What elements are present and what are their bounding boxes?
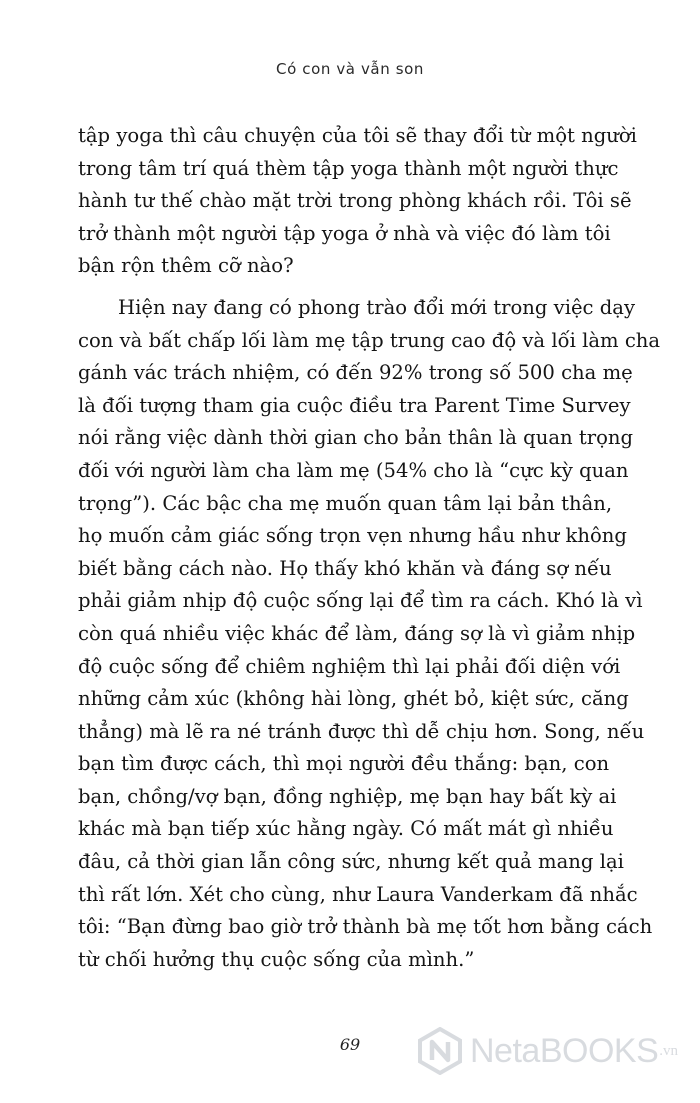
text-line: những cảm xúc (không hài lòng, ghét bỏ, kiệt sức, căng xyxy=(78,687,629,711)
text-line: trong tâm trí quá thèm tập yoga thành một người thực xyxy=(78,156,619,180)
text-line: trở thành một người tập yoga ở nhà và việc đó làm tôi xyxy=(78,221,611,245)
text-line: con và bất chấp lối làm mẹ tập trung cao độ và lối làm cha xyxy=(78,328,661,352)
text-line: gánh vác trách nhiệm, có đến 92% trong số 500 cha mẹ xyxy=(78,361,633,385)
text-line: từ chối hưởng thụ cuộc sống của mình.” xyxy=(78,947,475,971)
netabooks-logo-icon xyxy=(416,1027,464,1075)
text-line: thì rất lớn. Xét cho cùng, như Laura Vanderkam đã nhắc xyxy=(78,882,638,906)
text-line: nói rằng việc dành thời gian cho bản thân là quan trọng xyxy=(78,426,634,450)
text-line: phải giảm nhịp độ cuộc sống lại để tìm ra cách. Khó là vì xyxy=(78,589,643,613)
paragraph xyxy=(78,120,638,283)
text-line: tập yoga thì câu chuyện của tôi sẽ thay đổi từ một người xyxy=(78,124,637,147)
text-line: đối với người làm cha làm mẹ (54% cho là “cực kỳ quan xyxy=(78,458,629,482)
running-header: Có con và vẫn son xyxy=(276,60,424,78)
watermark-brand: NetaBOOKS xyxy=(470,1031,659,1070)
text-line: độ cuộc sống để chiêm nghiệm thì lại phải đối diện với xyxy=(78,654,621,678)
text-line: họ muốn cảm giác sống trọn vẹn nhưng hầu như không xyxy=(78,524,627,548)
text-line: bận rộn thêm cỡ nào? xyxy=(78,254,294,278)
body-text xyxy=(78,120,661,976)
paragraph xyxy=(78,292,661,976)
watermark-suffix: .vn xyxy=(659,1042,678,1059)
text-line: bạn tìm được cách, thì mọi người đều thắng: bạn, con xyxy=(78,752,610,776)
paragraph-spacer xyxy=(78,283,638,292)
text-line: còn quá nhiều việc khác để làm, đáng sợ là vì giảm nhịp xyxy=(78,621,636,645)
text-line: đâu, cả thời gian lẫn công sức, nhưng kết quả mang lại xyxy=(78,850,624,874)
text-line: hành tư thế chào mặt trời trong phòng khách rồi. Tôi sẽ xyxy=(78,189,632,213)
text-line: trọng”). Các bậc cha mẹ muốn quan tâm lại bản thân, xyxy=(78,491,613,515)
text-line: Hiện nay đang có phong trào đổi mới trong việc dạy xyxy=(118,295,636,319)
text-line: tôi: “Bạn đừng bao giờ trở thành bà mẹ tốt hơn bằng cách xyxy=(78,915,653,939)
text-line: bạn, chồng/vợ bạn, đồng nghiệp, mẹ bạn hay bất kỳ ai xyxy=(78,784,617,808)
text-line: biết bằng cách nào. Họ thấy khó khăn và đáng sợ nếu xyxy=(78,556,612,580)
text-line: là đối tượng tham gia cuộc điều tra Parent Time Survey xyxy=(78,393,631,417)
watermark xyxy=(416,1026,678,1076)
text-line: khác mà bạn tiếp xúc hằng ngày. Có mất mát gì nhiều xyxy=(78,817,614,841)
text-line: thẳng) mà lẽ ra né tránh được thì dễ chịu hơn. Song, nếu xyxy=(78,719,645,743)
page-number: 69 xyxy=(339,1035,361,1054)
